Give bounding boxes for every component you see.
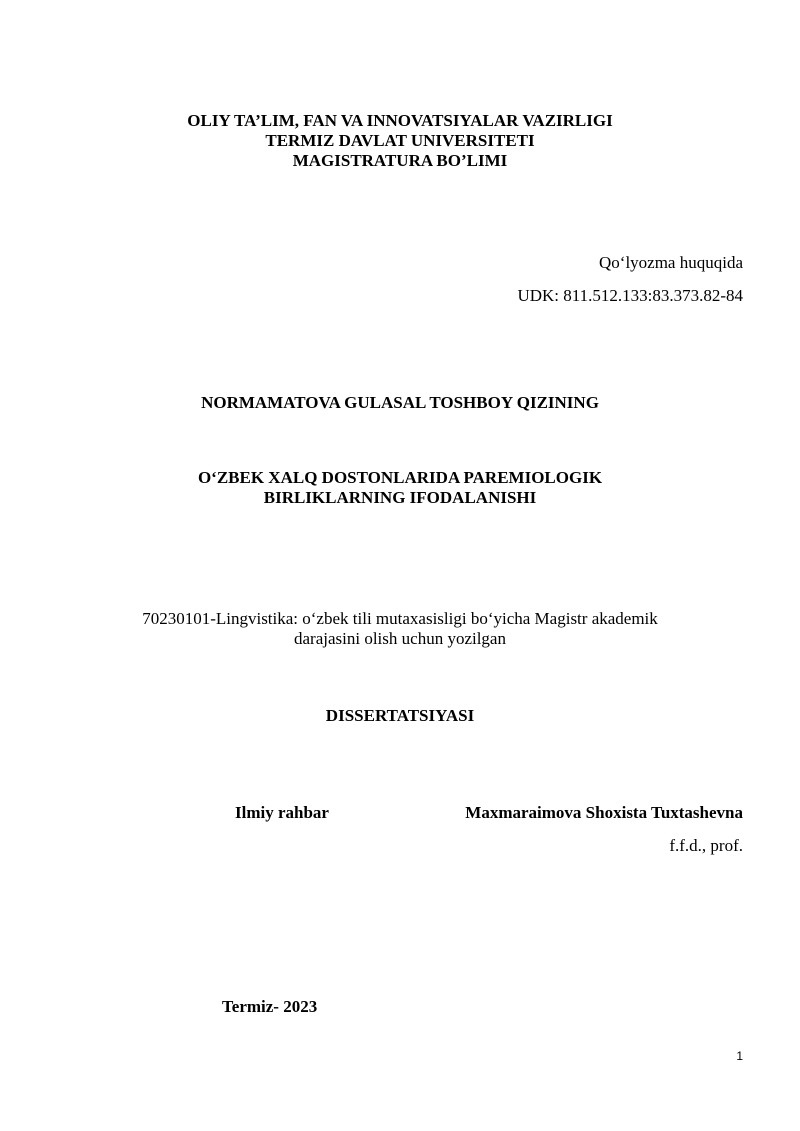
page-number: 1: [736, 1049, 743, 1063]
title-line-2: BIRLIKLARNING IFODALANISHI: [263, 488, 537, 507]
institution-header: [0, 111, 800, 171]
specialty-line-2: darajasini olish uchun yozilgan: [294, 629, 506, 648]
specialty-statement: [0, 609, 800, 649]
dissertation-title: [0, 468, 800, 508]
department-name: MAGISTRATURA BO’LIMI: [292, 151, 508, 170]
supervisor-name: Maxmaraimova Shoxista Tuxtashevna: [465, 803, 743, 822]
title-line-1: O‘ZBEK XALQ DOSTONLARIDA PAREMIOLOGIK: [197, 468, 603, 487]
supervisor-degree: f.f.d., prof.: [669, 836, 743, 855]
supervisor-label: Ilmiy rahbar: [235, 803, 329, 822]
ministry-name: OLIY TA’LIM, FAN VA INNOVATSIYALAR VAZIRLIGI: [187, 111, 613, 130]
specialty-line-1: 70230101-Lingvistika: o‘zbek tili mutaxasisligi bo‘yicha Magistr akademik: [142, 609, 658, 628]
manuscript-rights: Qo‘lyozma huquqida: [599, 253, 743, 272]
university-name: TERMIZ DAVLAT UNIVERSITETI: [265, 131, 535, 150]
city-year: Termiz- 2023: [222, 997, 318, 1016]
udk-code: UDK: 811.512.133:83.373.82-84: [517, 286, 743, 305]
supervisor-row: [0, 803, 800, 825]
author-name: NORMAMATOVA GULASAL TOSHBOY QIZINING: [201, 393, 599, 412]
document-type: DISSERTATSIYASI: [325, 706, 475, 725]
